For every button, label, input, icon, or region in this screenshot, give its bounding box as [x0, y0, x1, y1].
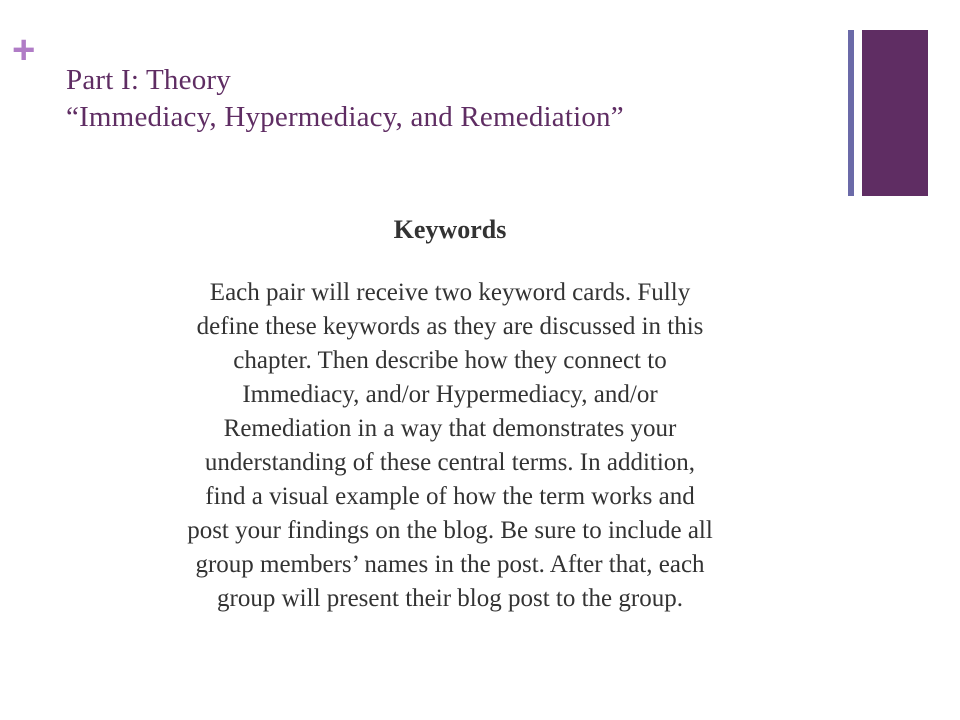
slide-content — [50, 210, 850, 616]
title-line: Part I: Theory — [66, 64, 231, 96]
accent-bar-wide — [862, 30, 928, 196]
body-line: Each pair will receive two keyword cards. Fully — [209, 279, 691, 306]
plus-icon: + — [12, 28, 36, 72]
body-line: Immediacy, and/or Hypermediacy, and/or — [242, 381, 658, 408]
body-line: find a visual example of how the term works and — [205, 483, 695, 510]
slide-title — [66, 62, 826, 136]
body-paragraph — [50, 276, 850, 616]
body-line: Remediation in a way that demonstrates your — [223, 415, 677, 442]
body-line: define these keywords as they are discussed in this — [196, 313, 704, 340]
body-line: chapter. Then describe how they connect to — [233, 347, 667, 374]
body-line: group members’ names in the post. After that, each — [195, 551, 705, 578]
section-heading: Keywords — [393, 215, 507, 244]
body-line: understanding of these central terms. In addition, — [204, 449, 696, 476]
accent-bar-thin — [848, 30, 854, 196]
body-line: post your findings on the blog. Be sure to include all — [187, 517, 713, 544]
title-line: “Immediacy, Hypermediacy, and Remediation” — [66, 101, 624, 133]
body-line: group will present their blog post to the group. — [217, 585, 683, 612]
